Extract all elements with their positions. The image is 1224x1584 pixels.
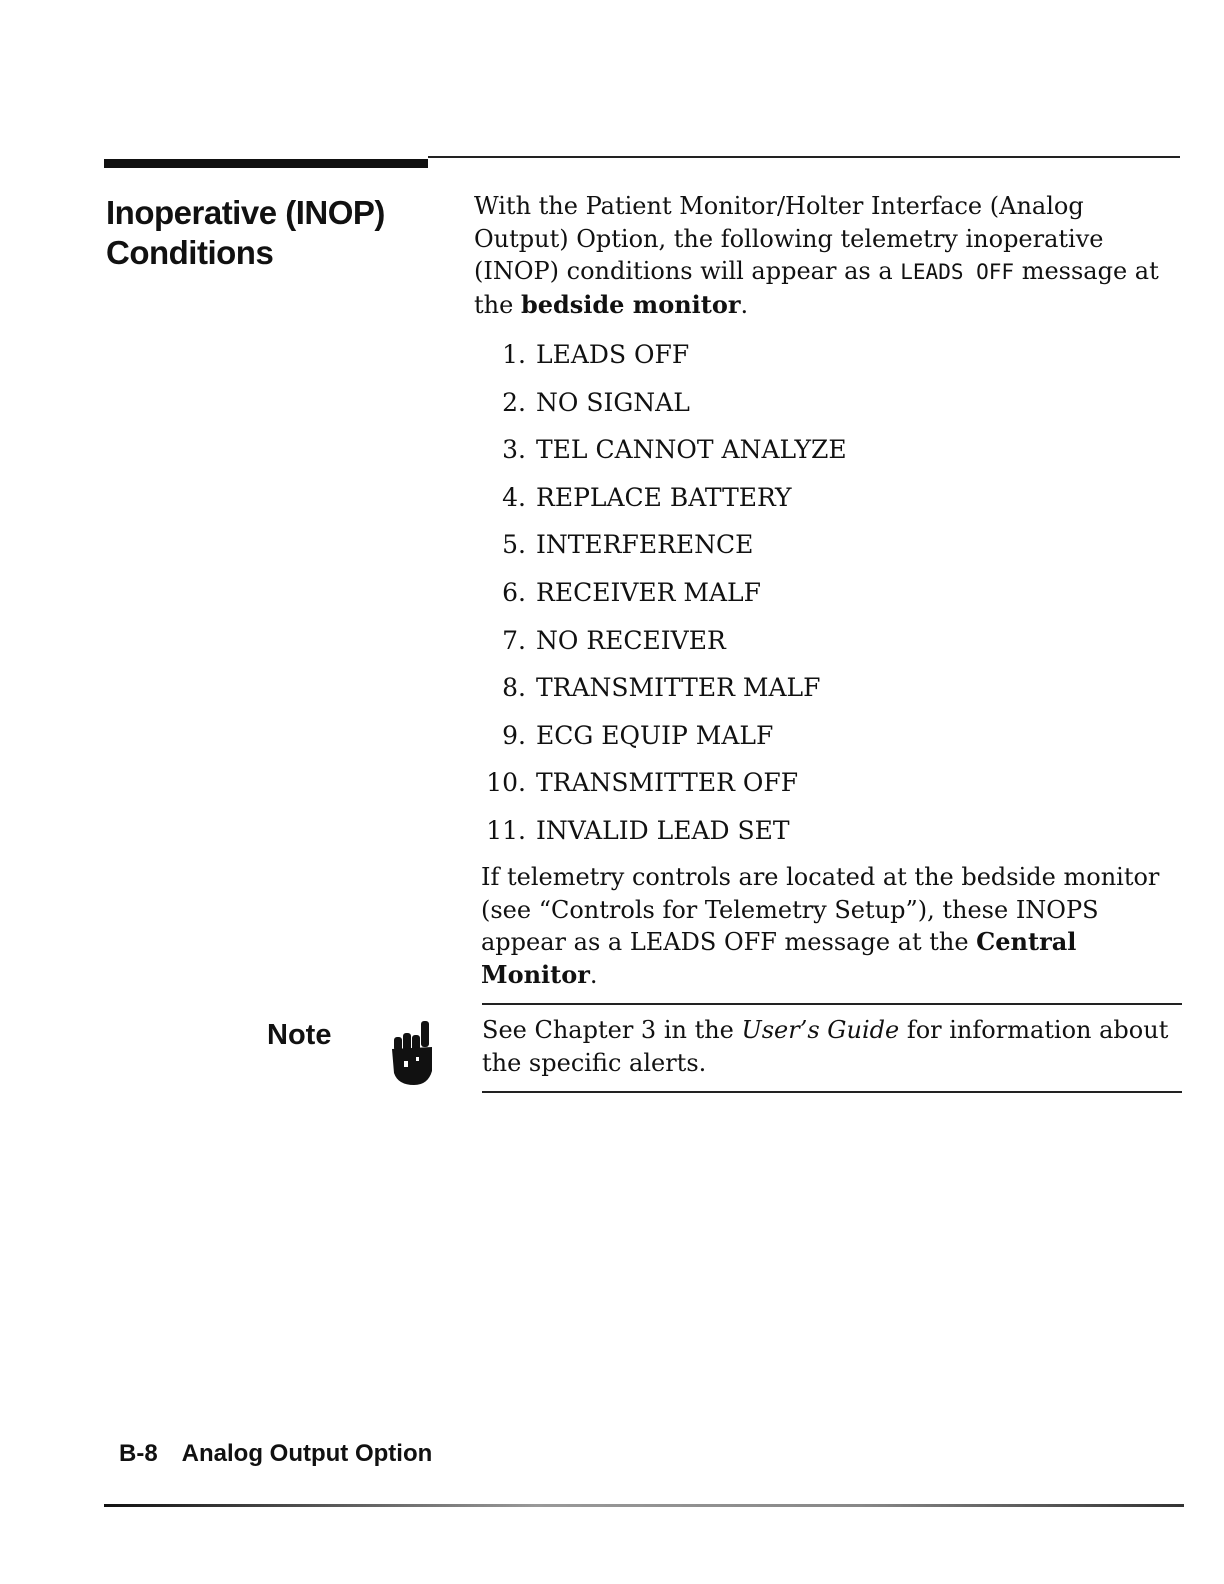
list-item: [480, 481, 847, 529]
intro-text-before: With the Patient Monitor/Holter Interface (Analog Output) Option, the following telemetry inoperative (INOP) conditions will appear as a: [474, 192, 1104, 285]
list-item-label: NO RECEIVER: [536, 625, 726, 655]
page-footer: [119, 1440, 432, 1468]
intro-bold-text: bedside monitor: [520, 289, 741, 319]
list-item-label: INVALID LEAD SET: [536, 815, 790, 845]
inop-conditions-list: [480, 338, 847, 862]
list-item: [480, 576, 847, 624]
intro-paragraph: [474, 190, 1174, 321]
note-text: [482, 1014, 1182, 1079]
intro-text-after: .: [740, 290, 749, 319]
after-text-before: If telemetry controls are located at the bedside monitor (see “Controls for Telemetry Setup”), these INOPS appear as a LEADS OFF message at the: [481, 863, 1160, 956]
list-item-number: 4.: [502, 482, 526, 512]
list-item-label: RECEIVER MALF: [536, 577, 761, 607]
list-item-number: 8.: [502, 673, 526, 703]
footer-page-number: B-8: [119, 1440, 158, 1467]
section-rule-thin: [428, 156, 1180, 158]
list-item-label: INTERFERENCE: [536, 530, 754, 560]
section-title-line-1: Inoperative (INOP): [106, 194, 385, 231]
after-text-after: .: [589, 960, 598, 989]
list-item: [480, 386, 847, 434]
section-title-line-2: Conditions: [106, 234, 274, 271]
intro-text-middle: message at the: [474, 257, 1159, 319]
after-bold-text: Central Monitor: [481, 927, 1077, 989]
note-text-after: for information about the specific alerts.: [482, 1016, 1169, 1077]
list-item: [480, 528, 847, 576]
footer-chapter-title: Analog Output Option: [181, 1440, 433, 1467]
list-item: [480, 671, 847, 719]
list-item-label: REPLACE BATTERY: [536, 482, 792, 512]
list-item-number: 10.: [486, 768, 526, 798]
section-title: [106, 193, 436, 273]
list-item: [480, 719, 847, 767]
list-item: [480, 624, 847, 672]
list-item-number: 3.: [502, 435, 526, 465]
pointing-hand-icon: [388, 1019, 436, 1087]
list-item-number: 7.: [502, 625, 526, 655]
list-item-number: 2.: [502, 387, 526, 417]
list-item: [480, 338, 847, 386]
list-item: [480, 766, 847, 814]
intro-code-text: LEADS OFF: [900, 260, 1015, 284]
list-item-number: 5.: [502, 530, 526, 560]
list-item-number: 11.: [486, 815, 526, 845]
list-item-label: LEADS OFF: [536, 340, 690, 369]
list-item-label: NO SIGNAL: [536, 387, 690, 417]
footer-rule: [104, 1504, 1184, 1507]
list-item-number: 1.: [502, 340, 526, 369]
list-item-label: ECG EQUIP MALF: [536, 720, 774, 750]
list-item: [480, 433, 847, 481]
section-rule-thick: [104, 159, 428, 168]
list-item-label: TRANSMITTER MALF: [536, 673, 821, 703]
note-text-before: See Chapter 3 in the: [482, 1016, 742, 1044]
note-rule-bottom: [482, 1091, 1182, 1093]
after-list-paragraph: [481, 861, 1171, 991]
list-item-label: TRANSMITTER OFF: [536, 768, 799, 798]
list-item: [480, 814, 847, 862]
list-item-label: TEL CANNOT ANALYZE: [536, 435, 847, 465]
note-label: Note: [267, 1019, 332, 1051]
list-item-number: 6.: [502, 577, 526, 607]
list-item-number: 9.: [502, 720, 526, 750]
note-italic-text: User’s Guide: [741, 1016, 900, 1044]
note-rule-top: [482, 1003, 1182, 1005]
